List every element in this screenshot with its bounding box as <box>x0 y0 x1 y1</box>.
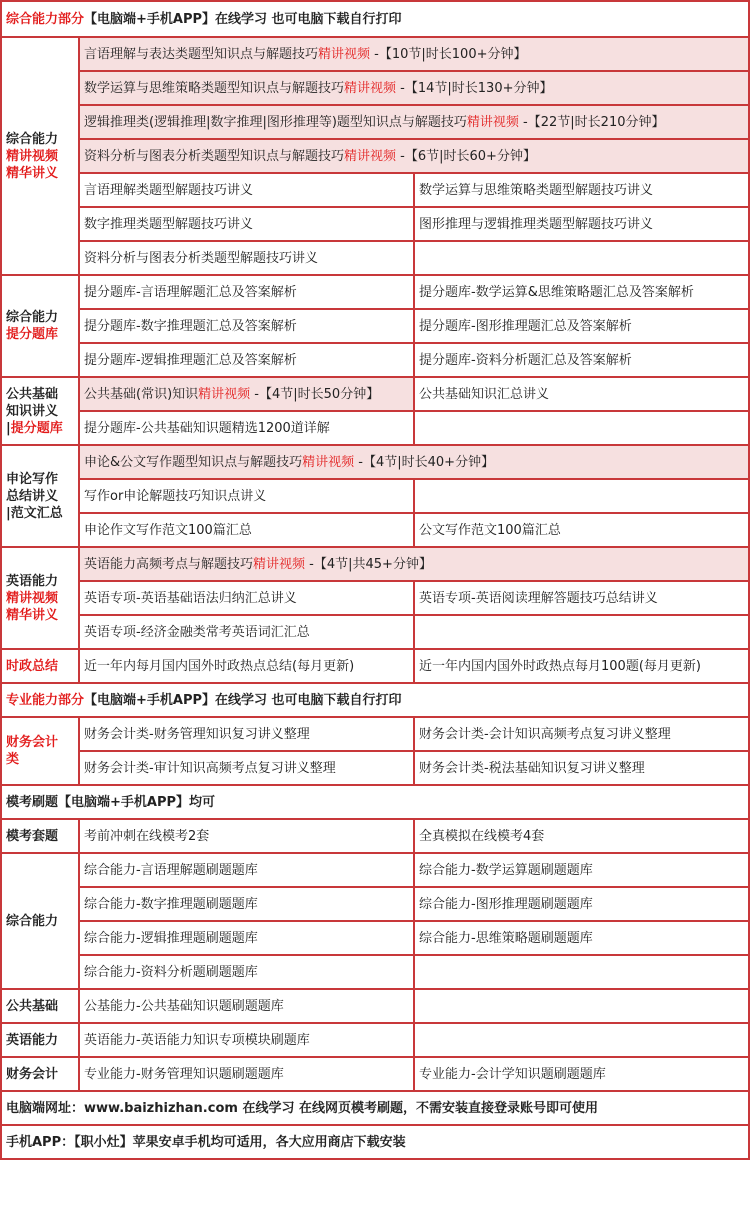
footer-app: 手机APP：【职小灶】苹果安卓手机均可适用，各大应用商店下载安装 <box>2 1126 750 1160</box>
table-row <box>2 72 750 106</box>
video-course-item[interactable] <box>80 106 750 140</box>
table-row <box>2 106 750 140</box>
notes-item[interactable]: 财务会计类-财务管理知识复习讲义整理 <box>80 718 415 752</box>
video-course-item[interactable] <box>80 38 750 72</box>
notes-item[interactable]: 财务会计类-税法基础知识复习讲义整理 <box>415 752 750 786</box>
table-row <box>2 310 750 344</box>
footer-app-row <box>2 1126 750 1160</box>
category-general-bank <box>2 276 80 378</box>
practice-bank-item[interactable]: 综合能力-逻辑推理题刷题题库 <box>80 922 415 956</box>
video-course-meta: -【14节|时长130+分钟】 <box>396 80 553 96</box>
table-row <box>2 344 750 378</box>
table-row <box>2 446 750 480</box>
empty-cell <box>415 990 750 1024</box>
question-bank-item[interactable]: 提分题库-数学运算&思维策略题汇总及答案解析 <box>415 276 750 310</box>
empty-cell <box>415 412 750 446</box>
practice-bank-item[interactable]: 英语能力-英语能力知识专项模块刷题库 <box>80 1024 415 1058</box>
notes-item[interactable]: 英语专项-英语阅读理解答题技巧总结讲义 <box>415 582 750 616</box>
empty-cell <box>415 480 750 514</box>
category-news: 时政总结 <box>2 650 80 684</box>
question-bank-item[interactable]: 提分题库-资料分析题汇总及答案解析 <box>415 344 750 378</box>
video-course-title: 英语能力高频考点与解题技巧 <box>84 556 254 572</box>
video-course-item[interactable] <box>80 378 415 412</box>
category-label: 综合能力 <box>6 131 59 147</box>
video-tag: 精讲视频 <box>302 454 355 470</box>
question-bank-item[interactable]: 提分题库-言语理解题汇总及答案解析 <box>80 276 415 310</box>
category-public <box>2 378 80 446</box>
video-course-meta: -【22节|时长210分钟】 <box>518 114 665 130</box>
table-row <box>2 888 750 922</box>
table-row <box>2 990 750 1024</box>
category-general-video <box>2 38 80 276</box>
sample-item[interactable]: 申论作文写作范文100篇汇总 <box>80 514 415 548</box>
video-course-item[interactable] <box>80 548 750 582</box>
video-tag: 精讲视频 <box>318 46 371 62</box>
practice-bank-item[interactable]: 综合能力-言语理解题刷题题库 <box>80 854 415 888</box>
category-mock-exam: 模考套题 <box>2 820 80 854</box>
video-course-title: 逻辑推理类(逻辑推理|数字推理|图形推理等)题型知识点与解题技巧 <box>84 114 467 130</box>
empty-cell <box>415 1024 750 1058</box>
video-course-item[interactable] <box>80 140 750 174</box>
table-row <box>2 922 750 956</box>
notes-item[interactable]: 写作or申论解题技巧知识点讲义 <box>80 480 415 514</box>
video-course-item[interactable] <box>80 72 750 106</box>
section-pro-red: 专业能力部分 <box>6 692 85 708</box>
category-highlight: 财务会计 <box>6 735 59 750</box>
section-general-rest: 【电脑端+手机APP】在线学习 也可电脑下载自行打印 <box>84 11 402 27</box>
table-row <box>2 1024 750 1058</box>
video-course-title: 言语理解与表达类题型知识点与解题技巧 <box>84 46 319 62</box>
table-row <box>2 208 750 242</box>
footer-website[interactable]: 电脑端网址：www.baizhizhan.com 在线学习 在线网页模考刷题，不需安装直接登录账号即可使用 <box>2 1092 750 1126</box>
empty-cell <box>415 242 750 276</box>
category-highlight: 精华讲义 <box>6 165 59 181</box>
table-row <box>2 854 750 888</box>
video-tag: 精讲视频 <box>344 148 397 164</box>
mock-exam-item[interactable]: 考前冲刺在线模考2套 <box>80 820 415 854</box>
news-item[interactable]: 近一年内每月国内国外时政热点总结(每月更新) <box>80 650 415 684</box>
section-header-mock <box>2 786 750 820</box>
practice-bank-item[interactable]: 综合能力-数学运算题刷题题库 <box>415 854 750 888</box>
video-tag: 精讲视频 <box>253 556 306 572</box>
category-english <box>2 548 80 650</box>
category-label: 英语能力 <box>6 573 59 589</box>
practice-bank-item[interactable]: 综合能力-资料分析题刷题题库 <box>80 956 415 990</box>
category-mock-general: 综合能力 <box>2 854 80 990</box>
category-highlight: 提分题库 <box>10 420 63 436</box>
category-highlight: 类 <box>6 752 20 767</box>
category-mock-english: 英语能力 <box>2 1024 80 1058</box>
table-row <box>2 650 750 684</box>
table-row <box>2 480 750 514</box>
empty-cell <box>415 956 750 990</box>
video-tag: 精讲视频 <box>198 386 251 402</box>
category-separator: | <box>6 420 11 436</box>
notes-item[interactable]: 图形推理与逻辑推理类题型解题技巧讲义 <box>415 208 750 242</box>
video-course-item[interactable] <box>80 446 750 480</box>
practice-bank-item[interactable]: 专业能力-会计学知识题刷题题库 <box>415 1058 750 1092</box>
notes-item[interactable]: 财务会计类-会计知识高频考点复习讲义整理 <box>415 718 750 752</box>
category-label: 公共基础 <box>6 386 59 402</box>
video-course-title: 数学运算与思维策略类题型知识点与解题技巧 <box>84 80 345 96</box>
category-highlight: 精华讲义 <box>6 607 59 623</box>
category-mock-finance: 财务会计 <box>2 1058 80 1092</box>
category-highlight: 提分题库 <box>6 327 59 342</box>
footer-website-row <box>2 1092 750 1126</box>
table-row <box>2 276 750 310</box>
category-label: 申论写作 <box>6 471 59 487</box>
notes-item[interactable]: 数学运算与思维策略类题型解题技巧讲义 <box>415 174 750 208</box>
notes-item[interactable]: 财务会计类-审计知识高频考点复习讲义整理 <box>80 752 415 786</box>
table-row <box>2 412 750 446</box>
table-row <box>2 174 750 208</box>
news-item[interactable]: 近一年内国内国外时政热点每月100题(每月更新) <box>415 650 750 684</box>
video-course-meta: -【4节|共45+分钟】 <box>305 556 432 572</box>
video-course-meta: -【4节|时长40+分钟】 <box>354 454 495 470</box>
question-bank-item[interactable]: 提分题库-图形推理题汇总及答案解析 <box>415 310 750 344</box>
question-bank-item[interactable]: 提分题库-公共基础知识题精选1200道详解 <box>80 412 415 446</box>
practice-bank-item[interactable]: 专业能力-财务管理知识题刷题题库 <box>80 1058 415 1092</box>
table-row <box>2 514 750 548</box>
category-label: 知识讲义 <box>6 403 59 419</box>
category-highlight: 精讲视频 <box>6 148 59 164</box>
category-essay <box>2 446 80 548</box>
table-row <box>2 718 750 752</box>
table-row <box>2 616 750 650</box>
category-highlight: 精讲视频 <box>6 590 59 606</box>
practice-bank-item[interactable]: 综合能力-思维策略题刷题题库 <box>415 922 750 956</box>
question-bank-item[interactable]: 提分题库-逻辑推理题汇总及答案解析 <box>80 344 415 378</box>
mock-exam-item[interactable]: 全真模拟在线模考4套 <box>415 820 750 854</box>
section-header-professional <box>2 684 750 718</box>
video-tag: 精讲视频 <box>344 80 397 96</box>
table-row <box>2 752 750 786</box>
notes-item[interactable]: 数字推理类题型解题技巧讲义 <box>80 208 415 242</box>
practice-bank-item[interactable]: 综合能力-数字推理题刷题题库 <box>80 888 415 922</box>
table-row <box>2 38 750 72</box>
video-course-meta: -【6节|时长60+分钟】 <box>396 148 536 164</box>
video-course-meta: -【10节|时长100+分钟】 <box>370 46 527 62</box>
table-row <box>2 1058 750 1092</box>
notes-item[interactable]: 言语理解类题型解题技巧讲义 <box>80 174 415 208</box>
section-general-red: 综合能力部分 <box>6 11 85 27</box>
category-mock-public: 公共基础 <box>2 990 80 1024</box>
table-row <box>2 820 750 854</box>
category-label: |范文汇总 <box>6 505 63 521</box>
video-course-meta: -【4节|时长50分钟】 <box>250 386 380 402</box>
category-label: 综合能力 <box>6 310 59 325</box>
notes-item[interactable]: 公共基础知识汇总讲义 <box>415 378 750 412</box>
practice-bank-item[interactable]: 综合能力-图形推理题刷题题库 <box>415 888 750 922</box>
practice-bank-item[interactable]: 公基能力-公共基础知识题刷题题库 <box>80 990 415 1024</box>
section-mock-text: 模考刷题【电脑端+手机APP】均可 <box>2 786 750 820</box>
sample-item[interactable]: 公文写作范文100篇汇总 <box>415 514 750 548</box>
video-tag: 精讲视频 <box>466 114 519 130</box>
empty-cell <box>415 616 750 650</box>
table-row <box>2 548 750 582</box>
notes-item[interactable]: 英语专项-英语基础语法归纳汇总讲义 <box>80 582 415 616</box>
table-row <box>2 242 750 276</box>
category-label: 总结讲义 <box>6 488 59 504</box>
video-course-title: 资料分析与图表分析类题型知识点与解题技巧 <box>84 148 345 164</box>
video-course-title: 公共基础(常识)知识 <box>84 386 199 402</box>
notes-item[interactable]: 资料分析与图表分析类题型解题技巧讲义 <box>80 242 415 276</box>
notes-item[interactable]: 英语专项-经济金融类常考英语词汇汇总 <box>80 616 415 650</box>
video-course-title: 申论&公文写作题型知识点与解题技巧 <box>84 454 303 470</box>
section-pro-rest: 【电脑端+手机APP】在线学习 也可电脑下载自行打印 <box>84 692 402 708</box>
table-row <box>2 140 750 174</box>
table-row <box>2 956 750 990</box>
table-row <box>2 582 750 616</box>
question-bank-item[interactable]: 提分题库-数字推理题汇总及答案解析 <box>80 310 415 344</box>
section-header-general <box>2 2 750 38</box>
category-finance <box>2 718 80 786</box>
table-row <box>2 378 750 412</box>
